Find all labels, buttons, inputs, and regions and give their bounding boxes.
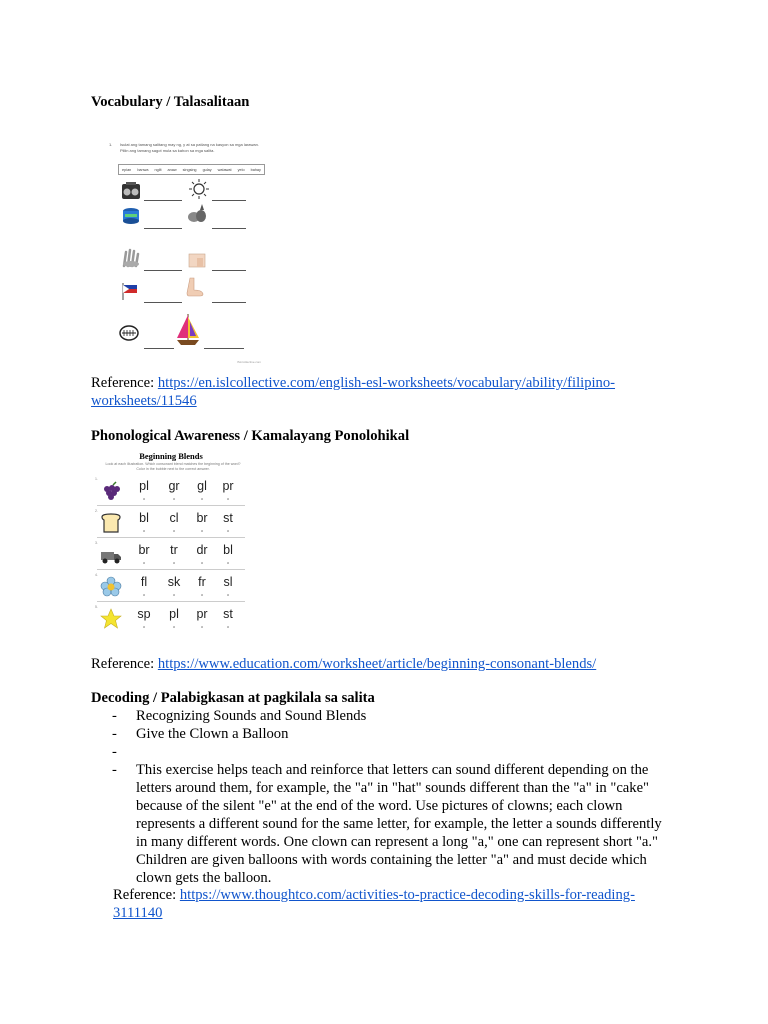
blend-option: br (196, 511, 208, 525)
bread-icon (99, 512, 123, 534)
vocabulary-worksheet-image: 1. Isulat ang tamang salitang may ng, y at sa patlang na kasyon sa mga larawan. Piliin ang tamang sagot mula sa kahon sa mga salita. epian banwa ngilt anaw singsing gulay watawat yelo bahay ISLCollective.com (108, 136, 263, 366)
beginning-blends-worksheet-image (91, 448, 251, 646)
answer-bubble: o (200, 496, 204, 501)
answer-bubble: o (200, 528, 204, 533)
blend-option: pl (139, 479, 149, 493)
blend-row (91, 571, 251, 602)
blend-option: st (223, 607, 233, 621)
blend-option: sl (223, 575, 233, 589)
answer-bubble: o (142, 560, 146, 565)
grapes-icon (99, 480, 123, 502)
answer-line (212, 270, 246, 271)
flag-icon (120, 280, 142, 302)
house-icon (186, 248, 208, 270)
blend-option: st (223, 511, 233, 525)
blend-option: tr (170, 543, 178, 557)
phonological-reference (91, 655, 596, 673)
answer-bubble: o (172, 624, 176, 629)
answer-bubble: o (142, 592, 146, 597)
blend-option: pr (196, 607, 208, 621)
vocabulary-reference-link[interactable]: https://en.islcollective.com/english-esl-worksheets/vocabulary/ability/filipino- (157, 375, 616, 391)
bullet-marker: - (112, 762, 117, 778)
heading-phonological-awareness: Phonological Awareness / Kamalayang Ponolohikal (91, 428, 410, 444)
answer-bubble: o (226, 528, 230, 533)
truck-icon (99, 544, 123, 566)
worksheet-title: Beginning Blends (139, 451, 203, 461)
blend-row (91, 539, 251, 570)
blend-option: dr (196, 543, 208, 557)
row-divider (97, 537, 245, 538)
reference-label: Reference: (91, 375, 158, 391)
answer-line (144, 228, 182, 229)
vocabulary-reference (91, 374, 615, 392)
answer-line (144, 302, 182, 303)
blend-option: sk (167, 575, 181, 589)
blend-row (91, 603, 251, 634)
answer-line (212, 302, 246, 303)
answer-bubble: o (172, 592, 176, 597)
vocabulary-reference-link-continued[interactable]: worksheets/11546 (91, 393, 197, 409)
answer-bubble: o (226, 592, 230, 597)
word-bank-item: anaw (167, 167, 177, 172)
blend-option: cl (169, 511, 179, 525)
row-number: 3. (95, 541, 98, 545)
answer-line (212, 228, 246, 229)
hand-icon (120, 246, 142, 268)
bullet-item (112, 743, 672, 761)
row-number: 5. (95, 605, 98, 609)
answer-bubble: o (142, 624, 146, 629)
blend-row (91, 475, 251, 506)
blend-option: fr (198, 575, 206, 589)
blend-option: gr (168, 479, 180, 493)
answer-bubble: o (172, 496, 176, 501)
bullet-item (112, 761, 672, 887)
bullet-item (112, 707, 672, 725)
word-bank-item: singsing (182, 167, 197, 172)
answer-bubble: o (226, 624, 230, 629)
answer-bubble: o (142, 496, 146, 501)
blend-option: fl (140, 575, 148, 589)
jar-icon (120, 204, 142, 226)
bullet-item (112, 725, 672, 743)
flower-icon (99, 576, 123, 598)
blend-option: sp (137, 607, 151, 621)
star-icon (99, 608, 123, 630)
word-bank-item: ngilt (154, 167, 162, 172)
bullet-marker: - (112, 744, 117, 760)
word-bank-item: gulay (202, 167, 212, 172)
row-number: 4. (95, 573, 98, 577)
vocabulary-reference-continued (91, 392, 197, 410)
sailboat-icon (174, 312, 202, 348)
bullet-text (136, 744, 140, 760)
blend-option: pr (222, 479, 234, 493)
answer-line (204, 348, 244, 349)
blend-row (91, 507, 251, 538)
answer-bubble: o (142, 528, 146, 533)
vegetables-icon (186, 202, 208, 224)
blend-option: bl (223, 543, 233, 557)
word-bank-item: epian (122, 167, 132, 172)
blend-option: bl (139, 511, 149, 525)
answer-line (144, 200, 182, 201)
answer-bubble: o (200, 624, 204, 629)
answer-bubble: o (226, 560, 230, 565)
bullet-marker: - (112, 726, 117, 742)
row-number: 2. (95, 509, 98, 513)
word-bank (118, 164, 265, 175)
answer-bubble: o (200, 560, 204, 565)
worksheet-instruction: Look at each illustration. Which consonant blend matches the beginning of the word? Color in the bubble next to the correct answer. (105, 462, 241, 471)
row-divider (97, 569, 245, 570)
blend-option: br (138, 543, 150, 557)
bullet-text: This exercise helps teach and reinforce that letters can sound different depending on the letters around them, for example, the "a" in "hat" sounds different than the "a" in "cake" because of the silent "e" at the end of the word. Use pictures of clowns; each clown represents a different sound for the same letter, for example, the letter a sounds differently in many different words. One clown can represent a long "a," one can represent short "a." Children are given balloons with words containing the letter "a" and must decide which clown gets the balloon. (136, 762, 662, 886)
teeth-icon (118, 322, 140, 344)
decoding-reference-link[interactable]: https://www.thoughtco.com/activities-to-practice-decoding-skills-for-reading- (179, 887, 635, 903)
phonological-reference-link[interactable]: https://www.education.com/worksheet/article/beginning-consonant-blends/ (157, 656, 597, 672)
heading-vocabulary: Vocabulary / Talasalitaan (91, 94, 250, 110)
decoding-reference (113, 886, 673, 922)
word-bank-item: banwa (137, 167, 149, 172)
blend-option: pl (169, 607, 179, 621)
row-number: 1. (95, 477, 98, 481)
radio-icon (120, 180, 142, 202)
answer-line (144, 348, 174, 349)
decoding-reference-link-continued[interactable]: 3111140 (113, 905, 163, 921)
heading-decoding: Decoding / Palabigkasan at pagkilala sa salita (91, 690, 375, 706)
row-divider (97, 505, 245, 506)
bullet-text: Recognizing Sounds and Sound Blends (136, 708, 367, 724)
bullet-text: Give the Clown a Balloon (136, 726, 289, 742)
blend-option: gl (197, 479, 207, 493)
answer-line (212, 200, 246, 201)
answer-bubble: o (172, 560, 176, 565)
word-bank-item: yelo (237, 167, 245, 172)
bullet-marker: - (112, 708, 117, 724)
worksheet-footer: ISLCollective.com (236, 360, 261, 364)
reference-label: Reference: (113, 887, 180, 903)
foot-icon (184, 276, 206, 298)
decoding-bullet-list (112, 707, 672, 887)
word-bank-item: watawat (217, 167, 232, 172)
sun-icon (188, 178, 210, 200)
reference-label: Reference: (91, 656, 158, 672)
answer-bubble: o (172, 528, 176, 533)
answer-line (144, 270, 182, 271)
word-bank-item: bahay (250, 167, 261, 172)
answer-bubble: o (200, 592, 204, 597)
row-divider (97, 601, 245, 602)
answer-bubble: o (226, 496, 230, 501)
